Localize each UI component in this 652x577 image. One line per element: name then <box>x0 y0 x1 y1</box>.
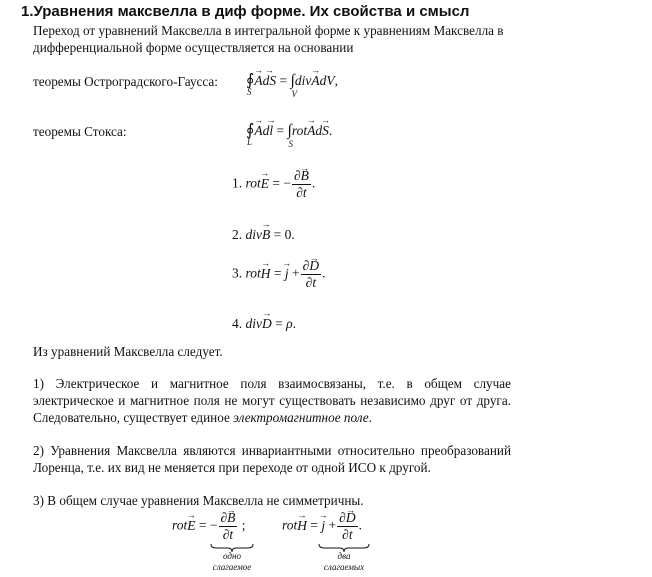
maxwell-equation-3: 3. rot→ H = → j + $\frac{\partial\to D}{\partial t}$ . <box>232 258 325 291</box>
annotation-left-line-1: одно <box>223 551 241 561</box>
annotation-left <box>202 551 262 573</box>
maxwell-equation-4: 4. div→ D = ρ. <box>232 316 296 332</box>
annotation-right-line-1: два <box>337 551 351 561</box>
eq2-number: 2. <box>232 227 243 242</box>
annotation-right <box>314 551 374 573</box>
stokes-theorem-label: теоремы Стокса: <box>33 124 127 139</box>
paragraph-1-line-3-prefix: Следовательно, существует единое <box>33 410 234 425</box>
annotation-right-line-2: слагаемых <box>323 562 365 572</box>
intro-line-1: Переход от уравнений Максвелла в интегральной форме к уравнениям Максвелла в <box>33 23 504 38</box>
asymmetry-equation-h: rot→ H = → j + $\frac{\partial\to D}{\partial t}$ . <box>282 510 362 543</box>
electromagnetic-field-term: электромагнитное поле <box>233 410 369 425</box>
maxwell-equation-1: 1. rot→ E = − $\frac{\partial\to B}{\partial t}$ . <box>232 168 315 201</box>
page-title: 1.Уравнения максвелла в диф форме. Их свойства и смысл <box>21 3 470 20</box>
eq4-number: 4. <box>232 316 243 331</box>
paragraph-3-line-1: 3) В общем случае уравнения Максвелла не симметричны. <box>33 493 364 508</box>
gauss-theorem-label: теоремы Остроградского-Гаусса: <box>33 74 218 89</box>
intro-line-2: дифференциальной форме осуществляется на основании <box>33 40 354 55</box>
paragraph-2-line-2: Лоренца, т.е. их вид не меняется при переходе от одной ИСО к другой. <box>33 460 431 475</box>
paragraph-2-line-1: 2) Уравнения Максвелла являются инвариантными относительно преобразований <box>33 443 511 458</box>
eq1-number: 1. <box>232 175 243 191</box>
paragraph-1-line-3 <box>33 409 372 426</box>
paragraph-1-line-2: электрическое и магнитное поля не могут существовать независимо друг от друга. <box>33 393 511 408</box>
paragraph-1-line-1: 1) Электрическое и магнитное поля взаимосвязаны, т.е. в общем случае <box>33 376 511 391</box>
paragraph-1-line-3-suffix: . <box>368 410 372 425</box>
gauss-formula: ∮ S → A→ dS = ∫ V div→ AdV, <box>246 70 338 90</box>
asymmetry-equation-e: rot→ E = − $\frac{\partial\to B}{\partial t}$ ; <box>172 510 246 543</box>
annotation-left-line-2: слагаемое <box>212 562 252 572</box>
maxwell-equation-2: 2. div→ B = 0. <box>232 227 295 243</box>
conclusion-intro: Из уравнений Максвелла следует. <box>33 344 223 359</box>
eq3-number: 3. <box>232 265 243 281</box>
stokes-formula: ∮ L → Ad→ l = ∫ S rot→ Ad→ S. <box>246 120 332 140</box>
